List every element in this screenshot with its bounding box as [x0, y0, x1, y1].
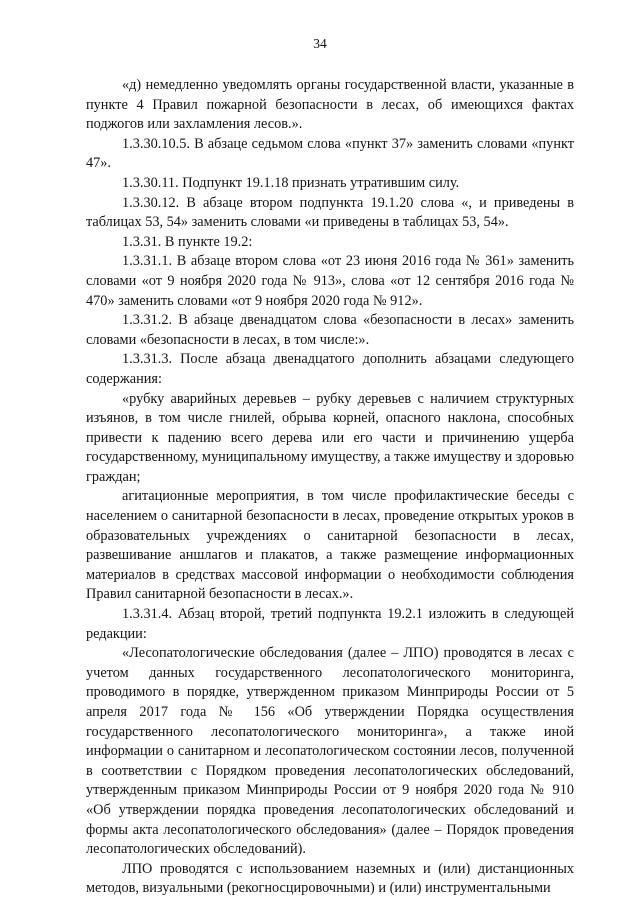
paragraph-emergency-trees: «рубку аварийных деревьев – рубку деревьев с наличием структурных изъянов, в том числе гнилей, обрыва корней, опасного наклона, способных привести к падению всего дерева или его части и причинению ущерба государственному, муниципальному имуществу, а также имуществу и здоровью граждан;	[86, 390, 574, 485]
paragraph-1-3-30-12: 1.3.30.12. В абзаце втором подпункта 19.1.20 слова «, и приведены в таблицах 53, 54» заменить словами «и приведены в таблицах 53, 54».	[86, 194, 574, 231]
paragraph-1-3-31-4: 1.3.31.4. Абзац второй, третий подпункта 19.2.1 изложить в следующей редакции:	[86, 606, 574, 642]
paragraph-1-3-30-10-5: 1.3.30.10.5. В абзаце седьмом слова «пункт 37» заменить словами «пункт 47».	[86, 135, 574, 172]
paragraph-1-3-31-1: 1.3.31.1. В абзаце втором слова «от 23 июня 2016 года № 361» заменить словами «от 9 ноября 2020 года № 913», слова «от 12 сентября 2016 года № 470» заменить словами «от 9 ноября 2020 года № 912».	[86, 253, 574, 309]
paragraph-clause-d: «д) немедленно уведомлять органы государственной власти, указанные в пункте 4 Правил пожарной безопасности в лесах, об имеющихся фактах поджогов или захламления лесов.».	[86, 77, 574, 133]
document-body	[86, 76, 574, 899]
paragraph-1-3-31-2: 1.3.31.2. В абзаце двенадцатом слова «безопасности в лесах» заменить словами «безопасности в лесах, в том числе:».	[86, 312, 574, 348]
paragraph-campaign-events: агитационные мероприятия, в том числе профилактические беседы с населением о санитарной безопасности в лесах, проведение открытых уроков в образовательных учреждениях о санитарной безопасности в лесах, развешивание аншлагов и плакатов, а также размещение информационных материалов в средствах массовой информации о необходимости соблюдения Правил санитарной безопасности в лесах.».	[86, 488, 574, 603]
paragraph-1-3-31: 1.3.31. В пункте 19.2:	[122, 233, 253, 250]
paragraph-lpo-methods: ЛПО проводятся с использованием наземных и (или) дистанционных методов, визуальными (рекогносцировочными) и (или) инструментальными	[86, 860, 574, 897]
page-number: 34	[313, 36, 327, 51]
paragraph-1-3-31-3: 1.3.31.3. После абзаца двенадцатого дополнить абзацами следующего содержания:	[86, 351, 574, 387]
paragraph-lpo-definition: «Лесопатологические обследования (далее – ЛПО) проводятся в лесах с учетом данных государственного лесопатологического мониторинга, проводимого в порядке, утвержденном приказом Минприроды России от 5 апреля 2017 года № 156 «Об утверждении Порядка осуществления государственного лесопатологического мониторинга», а также иной информации о санитарном и лесопатологическом состоянии лесов, полученной в соответствии с Порядком проведения лесопатологических обследований, утвержденным приказом Минприроды России от 9 ноября 2020 года № 910 «Об утверждении порядка проведения лесопатологических обследований и формы акта лесопатологического обследования» (далее – Порядок проведения лесопатологических обследований).	[86, 645, 574, 858]
paragraph-1-3-30-11: 1.3.30.11. Подпункт 19.1.18 признать утратившим силу.	[122, 174, 460, 191]
